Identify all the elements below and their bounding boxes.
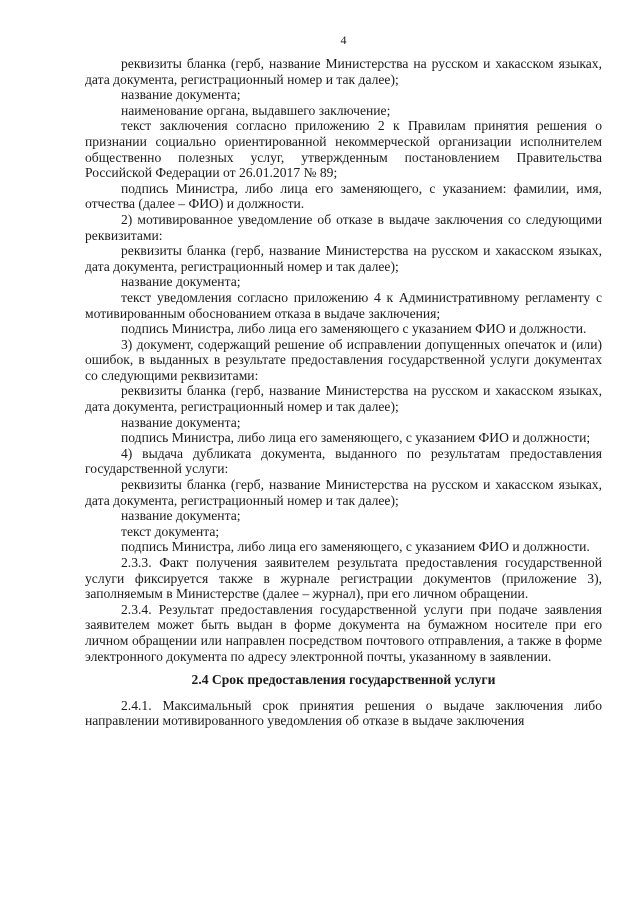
document-body (85, 56, 602, 729)
page-number: 4 (340, 33, 347, 47)
paragraph: подпись Министра, либо лица его заменяющего, с указанием: фамилии, имя, отчества (далее – ФИО) и должности. (85, 180, 602, 212)
paragraph: название документа; (121, 508, 241, 524)
paragraph: подпись Министра, либо лица его заменяющего, с указанием ФИО и должности. (121, 539, 590, 555)
paragraph: 2.3.3. Факт получения заявителем результата предоставления государственной услуги фиксируется также в журнале регистрации документов (приложение 3), заполняемым в Министерстве (далее – журнал), при его личном обращении. (85, 555, 602, 602)
paragraph: 2.3.4. Результат предоставления государственной услуги при подаче заявления заявителем может быть выдан в форме документа на бумажном носителе при его личном обращении или направлен посредством почтового отправления, а также в форме электронного документа по адресу электронной почты, указанному в заявлении. (85, 601, 602, 664)
section-heading: 2.4 Срок предоставления государственной услуги (191, 672, 496, 688)
paragraph: наименование органа, выдавшего заключение; (121, 102, 391, 118)
paragraph: текст уведомления согласно приложению 4 к Административному регламенту с мотивированным обоснованием отказа в выдаче заключения; (85, 289, 602, 321)
paragraph: реквизиты бланка (герб, название Министерства на русском и хакасском языках, дата документа, регистрационный номер и так далее); (85, 477, 602, 508)
paragraph: 2) мотивированное уведомление об отказе в выдаче заключения со следующими реквизитами: (85, 211, 602, 243)
paragraph: 3) документ, содержащий решение об исправлении допущенных опечаток и (или) ошибок, в выданных в результате предоставления государственной услуги документах со следующими реквизитами: (85, 336, 602, 383)
paragraph: текст заключения согласно приложению 2 к Правилам принятия решения о признании социально ориентированной некоммерческой организации исполнителем общественно полезных услуг, утвержденным постановлением Правительства Российской Федерации от 26.01.2017 № 89; (85, 118, 602, 181)
paragraph: 2.4.1. Максимальный срок принятия решения о выдаче заключения либо направлении мотивированного уведомления об отказе в выдаче заключения (85, 697, 602, 729)
paragraph: название документа; (121, 87, 241, 103)
paragraph: текст документа; (121, 523, 220, 539)
paragraph: название документа; (121, 414, 241, 430)
paragraph: реквизиты бланка (герб, название Министерства на русском и хакасском языках, дата документа, регистрационный номер и так далее); (85, 243, 602, 274)
paragraph: название документа; (121, 274, 241, 290)
paragraph: 4) выдача дубликата документа, выданного по результатам предоставления государственной услуги: (85, 445, 602, 477)
paragraph: подпись Министра, либо лица его заменяющего, с указанием ФИО и должности; (121, 430, 591, 446)
paragraph: реквизиты бланка (герб, название Министерства на русском и хакасском языках, дата документа, регистрационный номер и так далее); (85, 56, 602, 87)
paragraph: подпись Министра, либо лица его заменяющего с указанием ФИО и должности. (121, 321, 587, 337)
paragraph: реквизиты бланка (герб, название Министерства на русском и хакасском языках, дата документа, регистрационный номер и так далее); (85, 383, 602, 415)
